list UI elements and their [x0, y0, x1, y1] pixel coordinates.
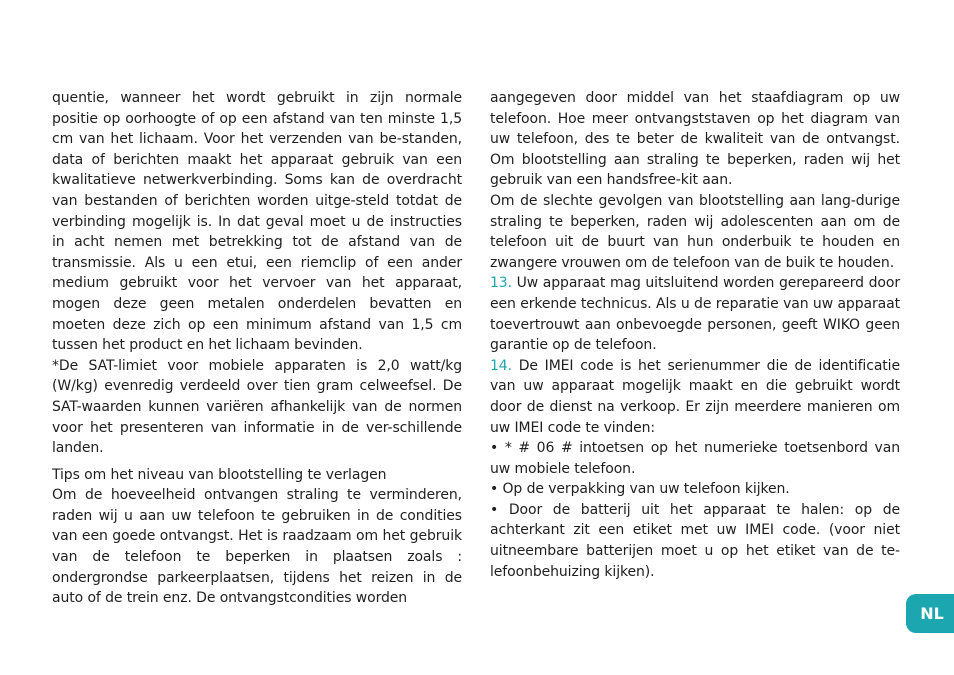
item-text-14: De IMEI code is het serienummer die de identificatie van uw apparaat mogelijk maakt en die gebruikt wordt door de dienst na verkoop. Er zijn meerdere manieren om uw IMEI code te vinden: [490, 357, 900, 436]
language-tab-nl: NL [906, 594, 954, 633]
paragraph-signal-bars: aangegeven door middel van het staafdiagram op uw telefoon. Hoe meer ontvangststaven op het diagram van uw telefoon, des te beter de kwaliteit van de ontvangst. Om blootstelling aan straling te beperken, raden wij het gebruik van een handsfree-kit aan. [490, 90, 900, 189]
section-heading-exposure-tips: Tips om het niveau van blootstelling te verlagen [52, 466, 387, 483]
paragraph-radiation-distance: quentie, wanneer het wordt gebruikt in zijn normale positie op oorhoogte of op een afstand van ten minste 1,5 cm van het lichaam. Voor het verzenden van be-standen, data of berichten maakt het apparaat gebruik van een kwalitatieve netwerkverbinding. Soms kan de overdracht van bestanden of berichten worden uitge-steld totdat de verbinding mogelijk is. In dat geval moet u de instructies in acht nemen met betrekking tot de afstand van de transmissie. Als u een etui, een riemclip of een ander medium gebruikt voor het vervoer van het apparaat, mogen deze geen metalen onderdelen bevatten en moeten deze zich op een minimum afstand van 1,5 cm tussen het product en het lichaam bevinden. [52, 90, 462, 354]
bullet-imei-code: • * # 06 # intoetsen op het numerieke toetsenbord van uw mobiele telefoon. [490, 440, 900, 477]
item-number-14: 14. [490, 357, 512, 374]
paragraph-long-exposure: Om de slechte gevolgen van blootstelling aan lang-durige straling te beperken, raden wij adolescenten aan om de telefoon uit de buurt van hun onderbuik te houden en zwangere vrouwen om de telefoon van de buik te houden. [490, 192, 900, 271]
bullet-battery-label: • Door de batterij uit het apparaat te halen: op de achterkant zit een etiket met uw IMEI code. (voor niet uitneembare batterijen moet u op het etiket van de te-lefoonbehuizing kijken). [490, 501, 900, 580]
paragraph-reception-conditions: Om de hoeveelheid ontvangen straling te verminderen, raden wij u aan uw telefoon te gebruiken in de condities van een goede ontvangst. Het is raadzaam om het gebruik van de telefoon te beperken in plaatsen zoals : ondergrondse parkeerplaatsen, tijdens het reizen in de auto of de trein enz. De ontvangstcondities worden [52, 487, 462, 607]
paragraph-sar-limit: *De SAT-limiet voor mobiele apparaten is 2,0 watt/kg (W/kg) evenredig verdeeld over tien gram celweefsel. De SAT-waarden kunnen variëren afhankelijk van de normen voor het presenteren van informatie in de ver-schillende landen. [52, 357, 462, 457]
list-item-14 [490, 356, 900, 438]
bullet-packaging: • Op de verpakking van uw telefoon kijken. [490, 481, 790, 498]
list-item-13 [490, 273, 900, 355]
item-number-13: 13. [490, 275, 512, 292]
left-text-column [52, 88, 462, 609]
item-text-13: Uw apparaat mag uitsluitend worden gerepareerd door een erkende technicus. Als u de reparatie van uw apparaat toevertrouwt aan onbevoegde personen, geeft WIKO geen garantie op de telefoon. [490, 275, 900, 354]
right-text-column [490, 88, 900, 582]
